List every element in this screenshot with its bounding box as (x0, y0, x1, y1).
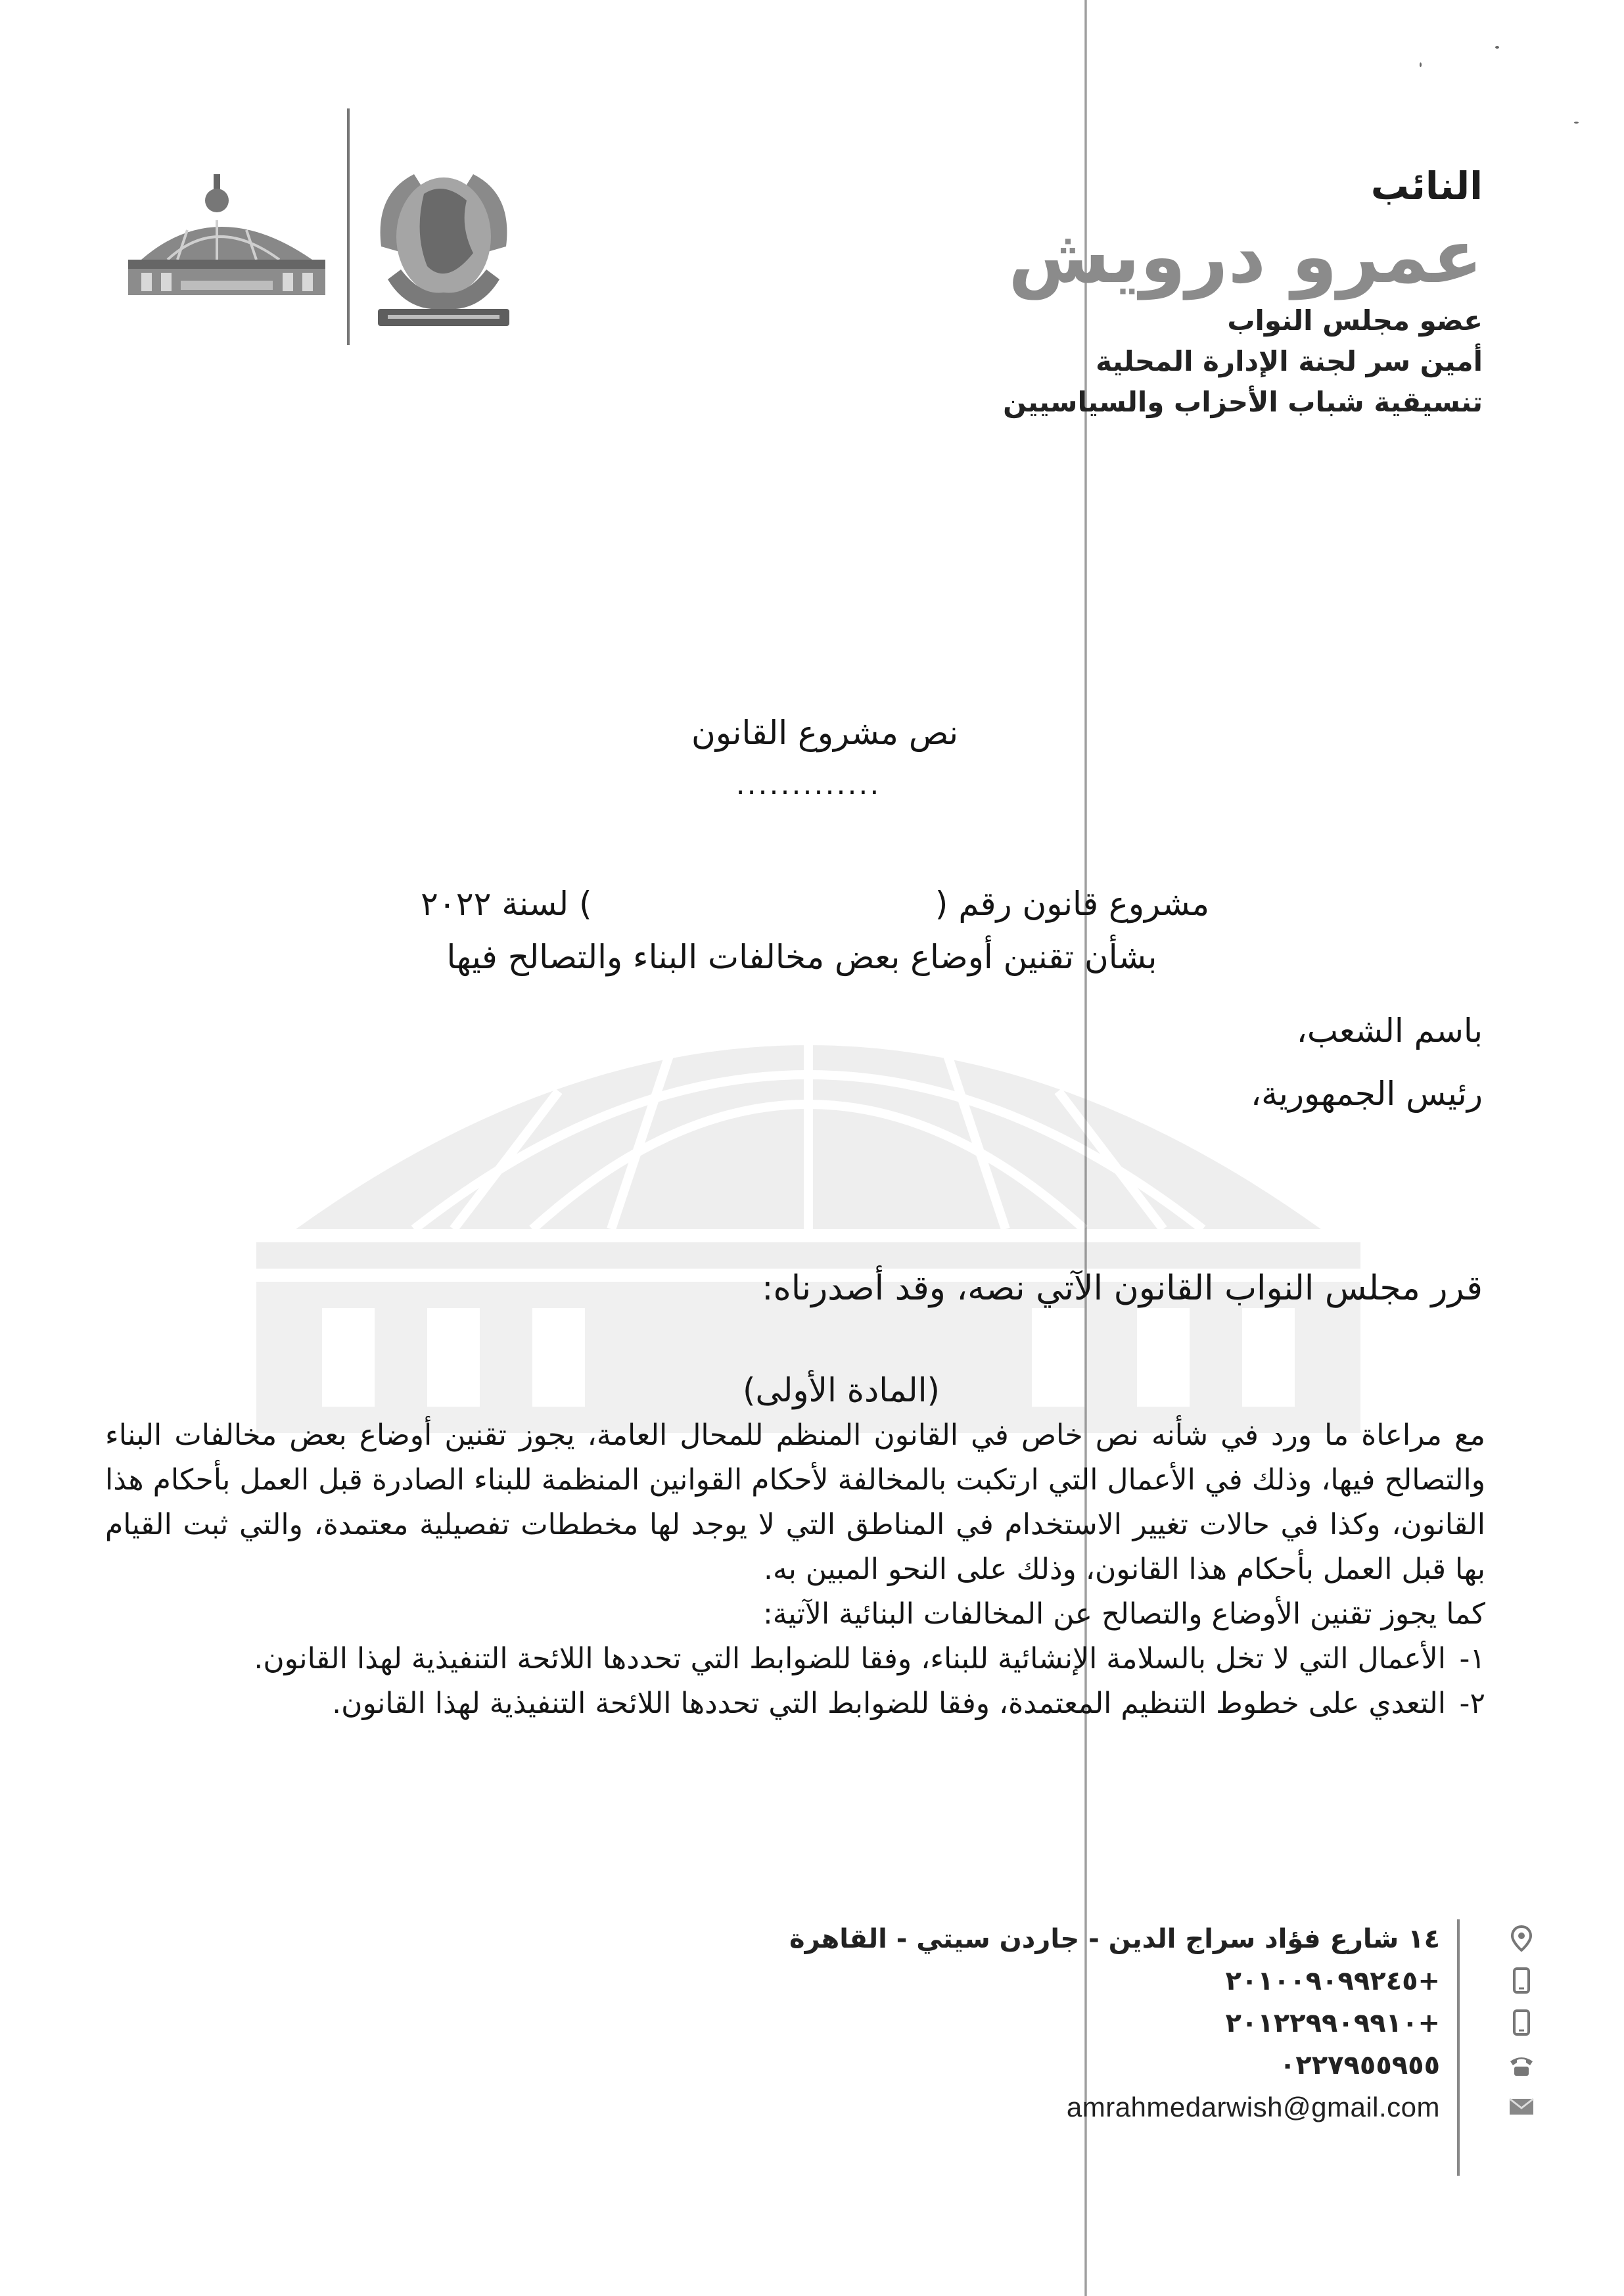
scan-speck (1420, 62, 1422, 67)
article-item-text: الأعمال التي لا تخل بالسلامة الإنشائية للبناء، وفقا للضوابط التي تحددها اللائحة التنفيذية لهذا القانون. (254, 1642, 1446, 1675)
contact-mobile-2: +٢٠١٢٢٩٩٠٩٩١٠ (1225, 2008, 1440, 2038)
mp-position: عضو مجلس النواب (1227, 304, 1483, 337)
contact-row-phone (747, 2046, 1535, 2088)
mp-position: أمين سر لجنة الإدارة المحلية (1096, 345, 1483, 377)
contact-mobile-1: +٢٠١٠٠٩٠٩٩٢٤٥ (1225, 1966, 1440, 1996)
article-body (105, 1413, 1485, 1726)
contact-row-mobile (747, 2003, 1535, 2046)
scan-speck (1574, 122, 1579, 124)
mobile-phone-icon (1508, 2009, 1535, 2036)
preamble (1251, 999, 1483, 1125)
document-heading: نص مشروع القانون (691, 714, 959, 752)
letterhead-divider (347, 108, 350, 345)
mp-title: النائب (1370, 164, 1483, 208)
contact-block (747, 1919, 1535, 2130)
bill-title-year-part: ) لسنة ٢٠٢٢ (421, 885, 592, 923)
article-list-item (105, 1681, 1485, 1726)
contact-row-email (747, 2088, 1535, 2130)
article-list-item (105, 1637, 1485, 1681)
mp-info-block (891, 161, 1483, 423)
heading-dots: ............. (735, 768, 881, 801)
location-pin-icon (1508, 1925, 1535, 1952)
party-youth-coordination-logo (368, 154, 519, 332)
preamble-line: باسم الشعب، (1296, 1012, 1483, 1050)
article-paragraph: مع مراعاة ما ورد في شأنه نص خاص في القانون المنظم للمحال العامة، يجوز تقنين أوضاع بعض مخالفات البناء والتصالح فيها، وذلك في الأعمال التي ارتكبت بالمخالفة لأحكام القوانين المنظمة للبناء الصادرة قبل العمل بأحكام هذا القانون، وكذا في حالات تغيير الاستخدام في المناطق التي لا يوجد لها مخططات تفصيلية معتمدة، والتي ثبت القيام بها قبل العمل بأحكام هذا القانون، وذلك على النحو المبين به. (105, 1418, 1485, 1586)
article-item-number: ١- (1459, 1642, 1485, 1675)
mobile-phone-icon (1508, 1967, 1535, 1994)
scan-speck (1495, 46, 1499, 49)
article-item-number: ٢- (1459, 1687, 1485, 1720)
bill-title (421, 881, 1209, 927)
envelope-icon (1508, 2093, 1535, 2120)
bill-subtitle: بشأن تقنين أوضاع بعض مخالفات البناء والتصالح فيها (446, 938, 1157, 976)
preamble-line: رئيس الجمهورية، (1251, 1075, 1483, 1113)
contact-row-address (747, 1919, 1535, 1961)
mp-name: عمرو درويش (1008, 214, 1483, 300)
bill-title-number-part: مشروع قانون رقم ( (935, 885, 1209, 923)
contact-phone: ٠٢٢٧٩٥٥٩٥٥ (1279, 2050, 1440, 2080)
contact-row-mobile (747, 1961, 1535, 2003)
contact-address: ١٤ شارع فؤاد سراج الدين - جاردن سيتي - القاهرة (789, 1924, 1440, 1954)
article-intro: كما يجوز تقنين الأوضاع والتصالح عن المخالفات البنائية الآتية: (762, 1597, 1485, 1631)
article-heading: (المادة الأولى) (742, 1371, 940, 1409)
mp-position: تنسيقية شباب الأحزاب والسياسيين (1003, 386, 1483, 418)
decree-statement: قرر مجلس النواب القانون الآتي نصه، وقد أصدرناه: (761, 1269, 1483, 1308)
contact-email: amrahmedarwish@gmail.com (1066, 2092, 1440, 2122)
parliament-dome-logo (115, 168, 338, 309)
telephone-icon (1508, 2051, 1535, 2078)
article-list (105, 1637, 1485, 1726)
article-item-text: التعدي على خطوط التنظيم المعتمدة، وفقا للضوابط التي تحددها اللائحة التنفيذية لهذا القانون. (332, 1687, 1446, 1720)
